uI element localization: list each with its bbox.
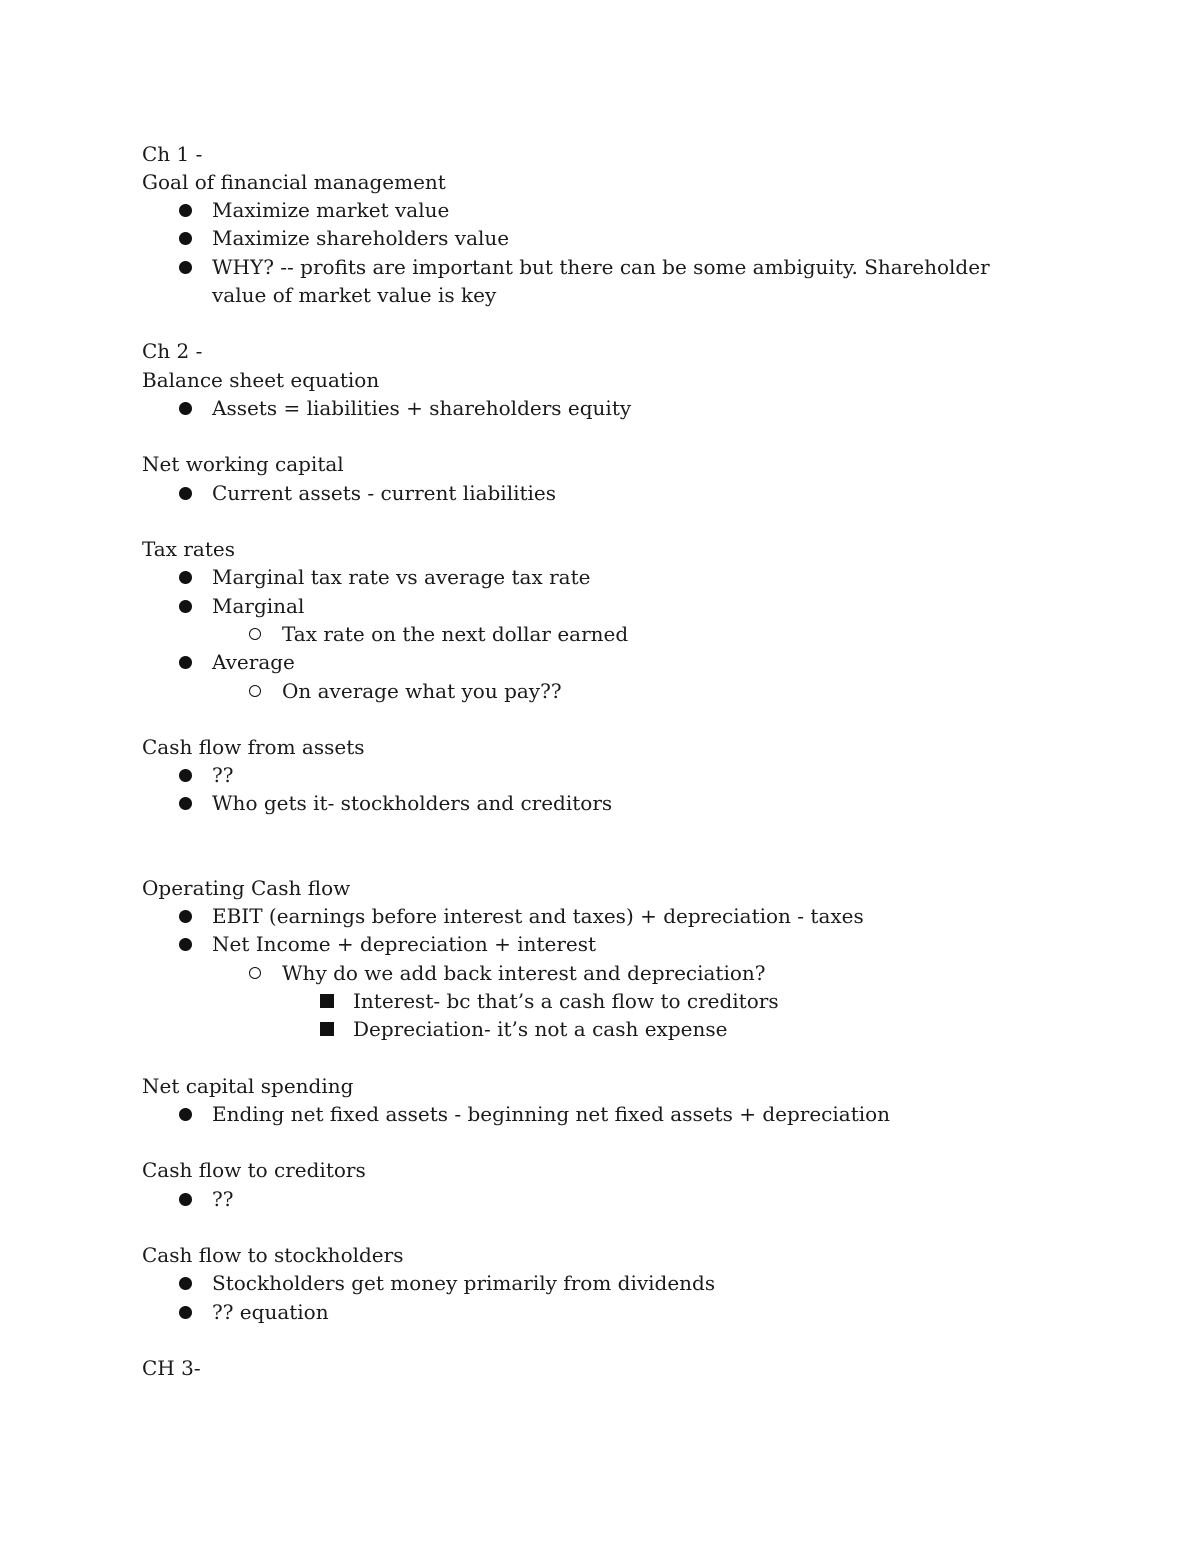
bullet-icon <box>179 1277 192 1290</box>
list-item: Tax rate on the next dollar earned <box>282 622 629 646</box>
list-item: ?? <box>212 1187 234 1211</box>
list-item: Current assets - current liabilities <box>212 481 557 505</box>
list-item-continuation: value of market value is key <box>212 283 497 307</box>
list-item: Assets = liabilities + shareholders equity <box>212 396 632 420</box>
list-item: Ending net fixed assets - beginning net fixed assets + depreciation <box>212 1102 891 1126</box>
list-item: Maximize shareholders value <box>212 226 510 250</box>
bullet-icon <box>179 232 192 245</box>
square-bullet-icon <box>320 994 334 1008</box>
net-working-capital-heading: Net working capital <box>142 452 344 476</box>
chapter-3-heading: CH 3- <box>142 1356 201 1380</box>
balance-sheet-heading: Balance sheet equation <box>142 368 380 392</box>
bullet-icon <box>179 402 192 415</box>
list-item: Marginal <box>212 594 305 618</box>
cash-flow-creditors-heading: Cash flow to creditors <box>142 1158 366 1182</box>
bullet-icon <box>179 204 192 217</box>
list-item: EBIT (earnings before interest and taxes) + depreciation - taxes <box>212 904 864 928</box>
list-item: Stockholders get money primarily from dividends <box>212 1271 716 1295</box>
circle-bullet-icon <box>249 628 261 640</box>
bullet-icon <box>179 797 192 810</box>
goal-heading: Goal of financial management <box>142 170 446 194</box>
list-item: ?? <box>212 763 234 787</box>
list-item: WHY? -- profits are important but there can be some ambiguity. Shareholder <box>212 255 990 279</box>
bullet-icon <box>179 656 192 669</box>
bullet-icon <box>179 910 192 923</box>
list-item: Who gets it- stockholders and creditors <box>212 791 613 815</box>
bullet-icon <box>179 1306 192 1319</box>
list-item: Maximize market value <box>212 198 450 222</box>
list-item: Average <box>212 650 295 674</box>
tax-rates-heading: Tax rates <box>142 537 235 561</box>
bullet-icon <box>179 1108 192 1121</box>
list-item: Depreciation- it’s not a cash expense <box>353 1017 728 1041</box>
list-item: Net Income + depreciation + interest <box>212 932 597 956</box>
circle-bullet-icon <box>249 967 261 979</box>
bullet-icon <box>179 571 192 584</box>
bullet-icon <box>179 600 192 613</box>
bullet-icon <box>179 769 192 782</box>
square-bullet-icon <box>320 1022 334 1036</box>
list-item: ?? equation <box>212 1300 329 1324</box>
list-item: Interest- bc that’s a cash flow to creditors <box>353 989 779 1013</box>
bullet-icon <box>179 1193 192 1206</box>
bullet-icon <box>179 938 192 951</box>
bullet-icon <box>179 261 192 274</box>
chapter-1-heading: Ch 1 - <box>142 142 203 166</box>
circle-bullet-icon <box>249 685 261 697</box>
list-item: On average what you pay?? <box>282 679 562 703</box>
bullet-icon <box>179 487 192 500</box>
net-capital-spending-heading: Net capital spending <box>142 1074 354 1098</box>
operating-cash-flow-heading: Operating Cash flow <box>142 876 351 900</box>
chapter-2-heading: Ch 2 - <box>142 339 203 363</box>
list-item: Marginal tax rate vs average tax rate <box>212 565 591 589</box>
list-item: Why do we add back interest and depreciation? <box>282 961 766 985</box>
cash-flow-assets-heading: Cash flow from assets <box>142 735 365 759</box>
cash-flow-stockholders-heading: Cash flow to stockholders <box>142 1243 404 1267</box>
